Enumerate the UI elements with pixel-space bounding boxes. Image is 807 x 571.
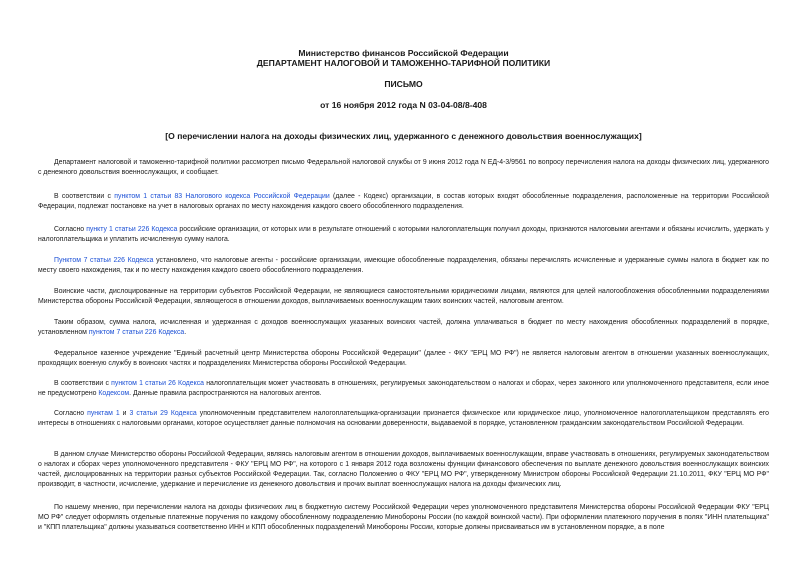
law-reference-link[interactable]: Кодексом xyxy=(98,390,130,397)
paragraph-text: В соответствии с xyxy=(54,380,112,387)
paragraph-text: российские организации, от которых или в результате отношений с которыми налогоплательщик получил доходы, признаются налоговыми агентами и обязаны исчислить, удержать у налогоплательщика и уплатить исчисленную сумму налога. xyxy=(38,226,769,243)
body-paragraph-6 xyxy=(38,318,769,338)
law-reference-link[interactable]: пунктом 7 статьи 226 Кодекса xyxy=(88,329,185,336)
paragraph-text: Таким образом, сумма налога, исчисленная и удержанная с доходов военнослужащих указанных воинских частей, должна уплачиваться в бюджет по месту нахождения обособленных подразделений в порядке, установленном xyxy=(38,319,769,336)
body-paragraph-3 xyxy=(38,225,769,245)
paragraph-text: Федеральное казенное учреждение "Единый расчетный центр Министерства обороны Российской Федерации" (далее - ФКУ "ЕРЦ МО РФ") не является налоговым агентом в отношении указанных военнослужащих, проходящих военную службу в воинских частях и подразделениях Министерства обороны Российской Федерации. xyxy=(38,350,769,367)
body-paragraph-10 xyxy=(38,450,769,490)
document-type: ПИСЬМО xyxy=(384,79,423,89)
department-title: ДЕПАРТАМЕНТ НАЛОГОВОЙ И ТАМОЖЕННО-ТАРИФНОЙ ПОЛИТИКИ xyxy=(256,58,551,68)
document-subject: [О перечислении налога на доходы физических лиц, удержанного с денежного довольствия военнослужащих] xyxy=(165,131,642,141)
paragraph-text: Воинские части, дислоцированные на территории субъектов Российской Федерации, не являющиеся самостоятельными юридическими лицами, являются для целей налогообложения обособленными подразделениями Министерства обороны Российской Федерации, являющегося в отношении доходов, выплачиваемых военнослужащим таких воинских частей, налоговым агентом. xyxy=(38,288,769,305)
law-reference-link[interactable]: 3 статьи 29 Кодекса xyxy=(129,410,197,417)
law-reference-link[interactable]: Пунктом 7 статьи 226 Кодекса xyxy=(54,257,154,264)
body-paragraph-11 xyxy=(38,503,769,533)
paragraph-text: В соответствии с xyxy=(54,193,115,200)
paragraph-text: Согласно xyxy=(54,226,87,233)
body-paragraph-4 xyxy=(38,256,769,276)
body-paragraph-8 xyxy=(38,379,769,399)
paragraph-text: уполномоченным представителем налогоплательщика-организации признается физическое или юридическое лицо, уполномоченное налогоплательщиком представлять его интересы в отношениях с налоговыми органами, которое осуществляет данные полномочия на основании доверенности, выдаваемой в порядке, установленном гражданским законодательством Российской Федерации. xyxy=(38,410,769,427)
law-reference-link[interactable]: пунктом 1 статьи 26 Кодекса xyxy=(111,380,204,387)
paragraph-text: Согласно xyxy=(54,410,88,417)
body-paragraph-9 xyxy=(38,409,769,429)
law-reference-link[interactable]: пунктам 1 xyxy=(87,410,120,417)
body-paragraph-5 xyxy=(38,287,769,307)
body-paragraph-2 xyxy=(38,192,769,212)
ministry-title: Министерство финансов Российской Федерации xyxy=(298,48,509,58)
paragraph-text: (далее - Кодекс) организации, в состав которых входят обособленные подразделения, расположенные на территории Российской Федерации, подлежат постановке на учет в налоговых органах по месту нахождения каждого своего обособленного подразделения. xyxy=(38,193,769,210)
document-date-number: от 16 ноября 2012 года N 03-04-08/8-408 xyxy=(320,100,487,110)
paragraph-text: и xyxy=(119,410,130,417)
paragraph-text: налогоплательщик может участвовать в отношениях, регулируемых законодательством о налогах и сборах, через законного или уполномоченного представителя, если иное не предусмотрено xyxy=(38,380,770,397)
law-reference-link[interactable]: пунктом 1 статьи 83 Налогового кодекса Российской Федерации xyxy=(114,193,330,200)
paragraph-text: установлено, что налоговые агенты - российские организации, имеющие обособленные подразделения, обязаны перечислять исчисленные и удержанные суммы налога в бюджет как по месту своего нахождения, так и по месту нахождения каждого своего обособленного подразделения. xyxy=(38,257,770,274)
body-paragraph-1 xyxy=(38,158,769,178)
body-paragraph-7 xyxy=(38,349,769,369)
paragraph-text: По нашему мнению, при перечислении налога на доходы физических лиц в бюджетную систему Российской Федерации через уполномоченного представителя Министерства обороны Российской Федерации ФКУ "ЕРЦ МО РФ" следует оформлять отдельные платежные поручения по каждому обособленному подразделению Минобороны России (по каждой воинской части). При оформлении платежного поручения в полях "ИНН плательщика" и "КПП плательщика" должны указываться соответственно ИНН и КПП обособленных подразделений Минобороны России, которые должны присваиваться им в установленном порядке, а в поле xyxy=(38,504,769,531)
paragraph-text: В данном случае Министерство обороны Российской Федерации, являясь налоговым агентом в отношении доходов, выплачиваемых военнослужащим, вправе участвовать в отношениях, регулируемых законодательством о налогах и сборах через уполномоченного представителя - ФКУ "ЕРЦ МО РФ", на которого с 1 января 2012 года возложены функции финансового обеспечения по выплате денежного довольствия военнослужащих воинских частей, дислоцированных на территории разных субъектов Российской Федерации. Так, согласно Положению о ФКУ "ЕРЦ МО РФ", утвержденному Министром обороны Российской Федерации 21.10.2011, ФКУ "ЕРЦ МО РФ" производит, в частности, исчисление, удержание и перечисление из денежного довольствия и прочих выплат военнослужащих налога на доходы физических лиц. xyxy=(38,451,769,488)
paragraph-text: Департамент налоговой и таможенно-тарифной политики рассмотрел письмо Федеральной налоговой службы от 9 июня 2012 года N ЕД-4-3/9561 по вопросу перечисления налога на доходы физических лиц, удержанного с денежного довольствия военнослужащих, и сообщает. xyxy=(38,159,769,176)
paragraph-text: . xyxy=(184,329,187,336)
law-reference-link[interactable]: пункту 1 статьи 226 Кодекса xyxy=(86,226,178,233)
paragraph-text: . Данные правила распространяются на налоговых агентов. xyxy=(129,390,322,397)
